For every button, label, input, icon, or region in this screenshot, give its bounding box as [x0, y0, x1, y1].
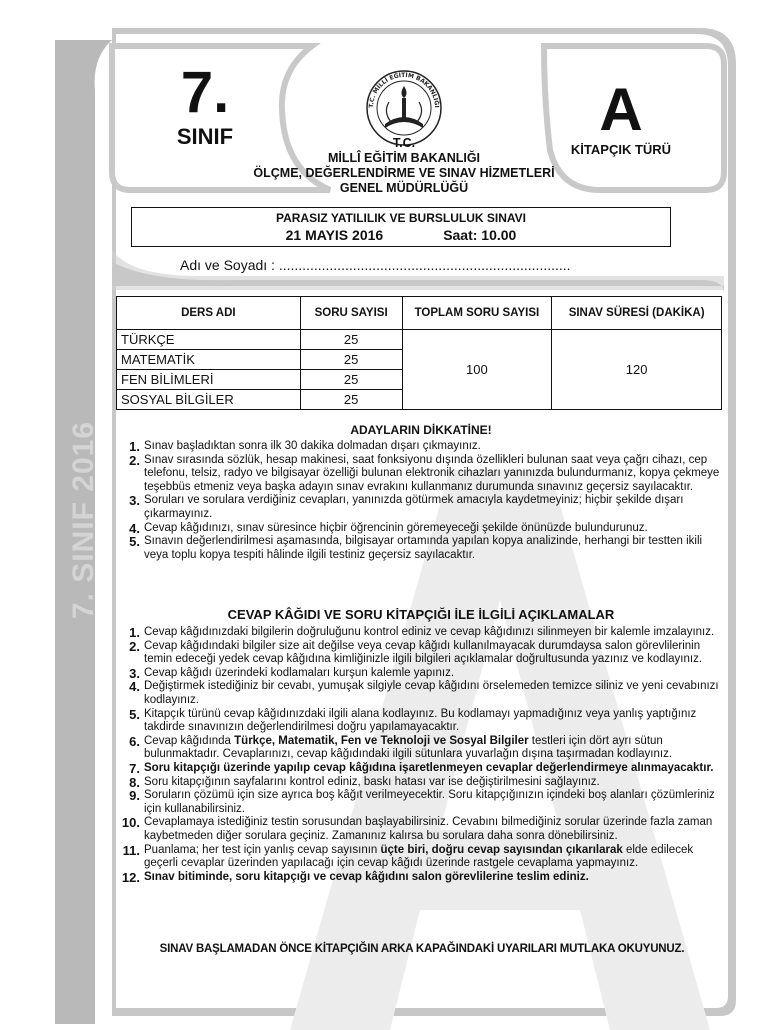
list-item: 1. Sınav başladıktan sonra ilk 30 dakika dolmadan dışarı çıkmayınız. — [129, 439, 481, 454]
question-count: 25 — [300, 390, 402, 410]
explanations-list — [120, 626, 722, 884]
list-item: 6. Cevap kâğıdında Türkçe, Matematik, Fen ve Teknoloji ve Sosyal Bilgiler testleri için dört ayrı sütun bulunmaktadır. Cevaplarınızı, cevap kâğıdındaki ilgili sütunlara yuvarlağın dışına taşırmadan kodlayınız. — [129, 733, 673, 761]
svg-text:T.C. MİLLÎ EĞİTİM BAKANLIĞI: T.C. MİLLÎ EĞİTİM BAKANLIĞI — [367, 71, 441, 109]
col-header-soru: SORU SAYISI — [300, 297, 402, 330]
list-item: 10. Cevaplamaya istediğiniz testin sorusundan başlayabilirsiniz. Cevabını bilmediğiniz sorular üzerinde fazla zaman kaybetmeden diğer sorulara geçiniz. Zamanınız kalırsa bu sorulara daha sonra dönebilirsiniz. — [121, 815, 713, 842]
ministry-line: ÖLÇME, DEĞERLENDİRME VE SINAV HİZMETLERİ — [253, 166, 555, 180]
ministry-line: MİLLÎ EĞİTİM BAKANLIĞI — [327, 151, 481, 165]
grade-number: 7. — [180, 60, 230, 125]
name-field[interactable]: Adı ve Soyadı : ........................................................................... — [180, 257, 571, 273]
spine-label: 7. SINIF 2016 — [67, 420, 100, 620]
ministry-line: T.C. — [392, 136, 416, 150]
course-name: MATEMATİK — [117, 350, 301, 370]
list-item: 5. Kitapçık türünü cevap kâğıdınızdaki ilgili alana kodlayınız. Bu kodlamayı yapmadığınız veya yanlış yaptığınız takdirde sınavınızın değerlendirilmesi doğru yapılamayacaktır. — [129, 706, 697, 734]
list-item: 2. Sınav sırasında sözlük, hesap makinesi, saat fonksiyonu dışında özellikleri bulunan saat veya çağrı cihazı, cep telefonu, telsiz, radyo ve bilgisayar özelliği bulunan elektronik cihazları yanınızda bulundurmanız, kopya çekmeye teşebbüs etmeniz veya başka adayın sınav evrakını kullanmanız durumunda sınavınız geçersiz sayılacaktır. — [129, 452, 720, 493]
attention-title: ADAYLARIN DİKKATİNE! — [350, 423, 492, 437]
list-item: 5. Sınavın değerlendirilmesi aşamasında, bilgisayar ortamında yapılan kopya analizinde, herhangi bir testten ikili veya toplu kopya tespiti hâlinde ilgili testiniz geçersiz sayılacaktır. — [129, 534, 703, 561]
col-header-toplam: TOPLAM SORU SAYISI — [402, 297, 552, 330]
list-item: 3. Cevap kâğıdı üzerindeki kodlamaları kurşun kalemle yapınız. — [129, 665, 455, 681]
list-item: 8. Soru kitapçığının sayfalarını kontrol ediniz, baskı hatası var ise değiştirilmesini sağlayınız. — [129, 774, 600, 790]
exam-duration: 120 — [552, 330, 722, 410]
list-item: 3. Soruları ve sorulara verdiğiniz cevapları, yanınızda götürmek amacıyla kaydetmeyiniz; hiçbir şekilde dışarı çıkarmayınız. — [129, 493, 684, 520]
explanations-title: CEVAP KÂĞIDI VE SORU KİTAPÇIĞI İLE İLGİLİ AÇIKLAMALAR — [227, 607, 615, 622]
list-item: 1. Cevap kâğıdınızdaki bilgilerin doğruluğunu kontrol ediniz ve cevap kâğıdınızı silinmeyen bir kalemle imzalayınız. — [129, 625, 715, 640]
exam-name: PARASIZ YATILILIK VE BURSLULUK SINAVI — [275, 211, 527, 225]
total-questions: 100 — [402, 330, 552, 410]
col-header-ders: DERS ADI — [117, 297, 301, 330]
list-item: 9. Soruların çözümü için size ayrıca boş kâğıt verilmeyecektir. Soru kitapçığınızın içindeki boş alanları çözümleriniz için kullanabilirsiniz. — [129, 788, 715, 815]
question-count: 25 — [300, 350, 402, 370]
ministry-line: GENEL MÜDÜRLÜĞÜ — [339, 181, 469, 195]
exam-time: Saat: 10.00 — [443, 227, 517, 243]
table-row — [117, 330, 722, 350]
courses-table — [116, 296, 722, 410]
course-name: FEN BİLİMLERİ — [117, 370, 301, 390]
footer-warning: SINAV BAŞLAMADAN ÖNCE KİTAPÇIĞIN ARKA KAPAĞINDAKİ UYARILARI MUTLAKA OKUYUNUZ. — [159, 943, 685, 955]
booklet-label: KİTAPÇIK TÜRÜ — [570, 142, 672, 157]
grade-label: SINIF — [176, 124, 234, 149]
course-name: TÜRKÇE — [117, 330, 301, 350]
exam-info-box — [131, 207, 671, 247]
list-item: 12. Sınav bitiminde, soru kitapçığı ve cevap kâğıdını salon görevlilerine teslim ediniz. — [121, 869, 589, 885]
col-header-sure: SINAV SÜRESİ (DAKİKA) — [552, 297, 722, 330]
question-count: 25 — [300, 370, 402, 390]
course-name: SOSYAL BİLGİLER — [117, 390, 301, 410]
list-item: 7. Soru kitapçığı üzerinde yapılıp cevap kâğıdına işaretlenmeyen cevaplar değerlendirmeye alınmayacaktır. — [129, 760, 714, 776]
booklet-letter: A — [599, 76, 643, 143]
list-item: 2. Cevap kâğıdındaki bilgiler size ait değilse veya cevap kâğıdı kullanılmayacak durumdaysa salon görevlilerinin temin edeceği yedek cevap kâğıdına kimliğinizle ilgili bilgileri açıklamalar doğrultusunda yazınız ve kodlayınız. — [129, 638, 703, 666]
question-count: 25 — [300, 330, 402, 350]
list-item: 11. Puanlama; her test için yanlış cevap sayısının üçte biri, doğru cevap sayısından çıkarılarak elde edilecek geçerli cevaplar üzerinden yapılacağı için cevap kâğıdı üzerinde rastgele cevaplama yapmayınız. — [122, 842, 694, 870]
list-item: 4. Cevap kâğıdınızı, sınav süresince hiçbir öğrencinin göremeyeceği şekilde önünüzde bulundurunuz. — [129, 520, 648, 536]
ministry-heading — [200, 136, 608, 196]
attention-list — [120, 440, 722, 562]
exam-date: 21 MAYIS 2016 — [285, 227, 384, 243]
list-item: 4. Değiştirmek istediğiniz bir cevabı, yumuşak silgiyle cevap kâğıdını örselemeden temizce siliniz ve yeni cevabınızı kodlayınız. — [129, 679, 719, 706]
